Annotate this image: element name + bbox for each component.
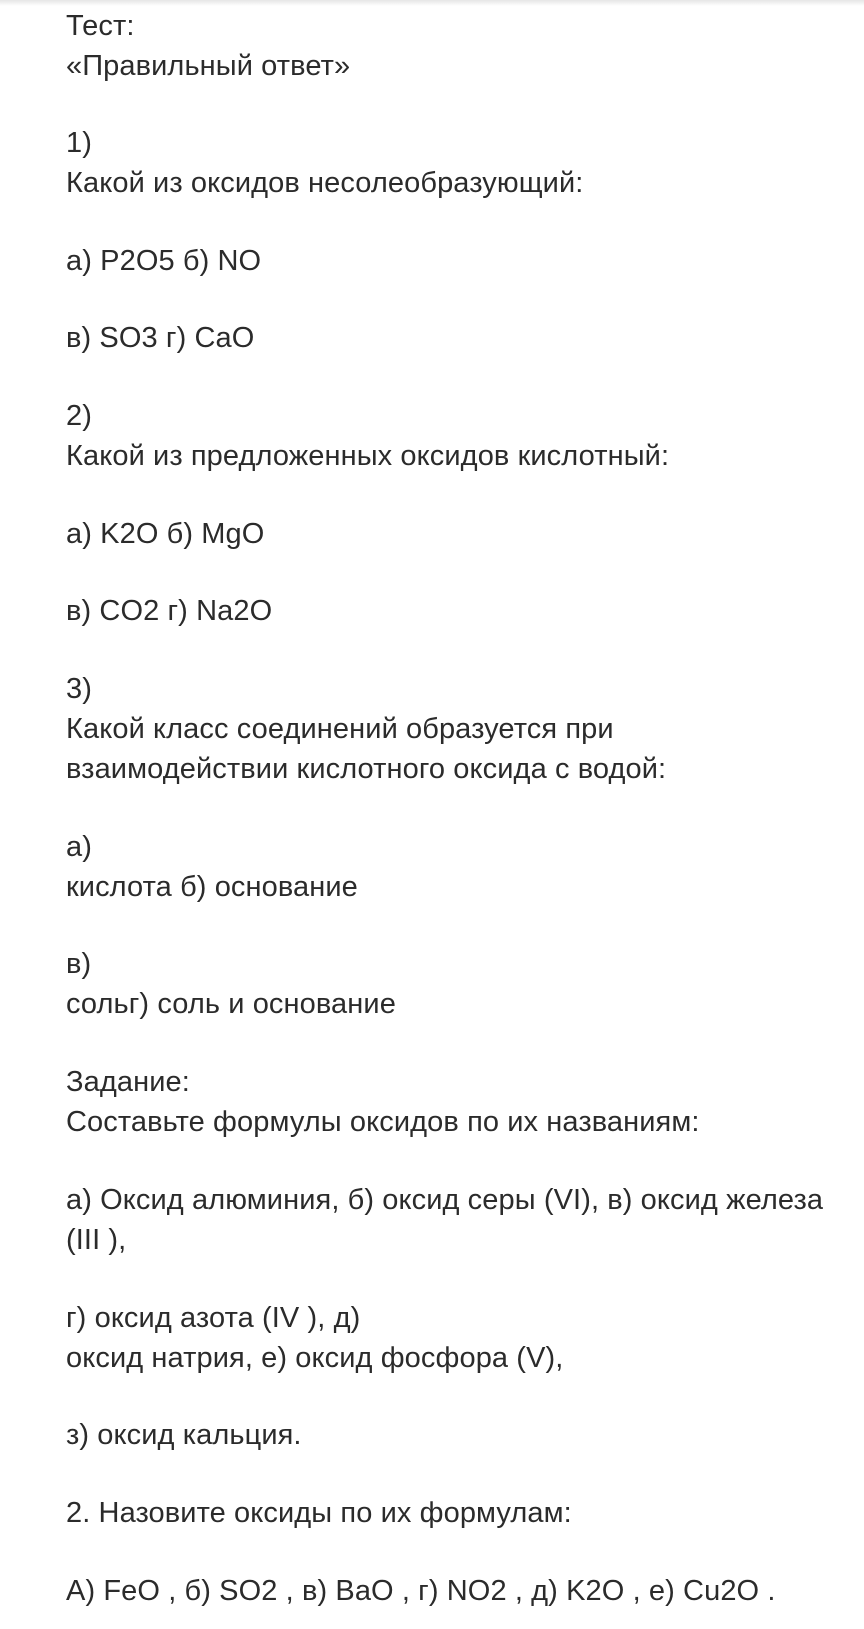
- question-3-option-v-label: в): [66, 948, 92, 980]
- question-3-number: 3): [66, 673, 92, 705]
- question-3-option-v-text: сольг) соль и основание: [66, 988, 396, 1020]
- task-part2-formulas: А) FeO , б) SO2 , в) BaO , г) NO2 , д) K2O , е) Cu2O .: [66, 1575, 776, 1607]
- task-items-line-1: а) Оксид алюминия, б) оксид серы (VI), в) оксид железа: [66, 1184, 824, 1216]
- task-part2-heading: 2. Назовите оксиды по их формулам:: [66, 1497, 572, 1529]
- task-instruction: Составьте формулы оксидов по их названиям:: [66, 1106, 700, 1138]
- task-heading: Задание:: [66, 1066, 190, 1098]
- test-title: Тест:: [66, 10, 135, 42]
- question-2-number: 2): [66, 400, 92, 432]
- task-items-line-3: г) оксид азота (IV ), д): [66, 1302, 361, 1334]
- question-3-text-line-1: Какой класс соединений образуется при: [66, 713, 614, 745]
- question-3-text-line-2: взаимодействии кислотного оксида с водой:: [66, 753, 667, 785]
- question-1-number: 1): [66, 127, 92, 159]
- question-2-options-b: в) CO2 г) Na2O: [66, 595, 273, 627]
- question-1-options-a: а) P2O5 б) NO: [66, 245, 262, 277]
- question-1-options-b: в) SO3 г) CaO: [66, 322, 255, 354]
- task-items-line-4: оксид натрия, е) оксид фосфора (V),: [66, 1342, 564, 1374]
- question-1-text: Какой из оксидов несолеобразующий:: [66, 167, 584, 199]
- test-subtitle: «Правильный ответ»: [66, 50, 351, 82]
- question-3-option-a-label: а): [66, 831, 92, 863]
- question-3-option-a-text: кислота б) основание: [66, 871, 358, 903]
- task-items-line-2: (III ),: [66, 1224, 127, 1256]
- question-2-options-a: а) K2O б) MgO: [66, 518, 265, 550]
- question-2-text: Какой из предложенных оксидов кислотный:: [66, 440, 670, 472]
- task-items-line-5: з) оксид кальция.: [66, 1419, 302, 1451]
